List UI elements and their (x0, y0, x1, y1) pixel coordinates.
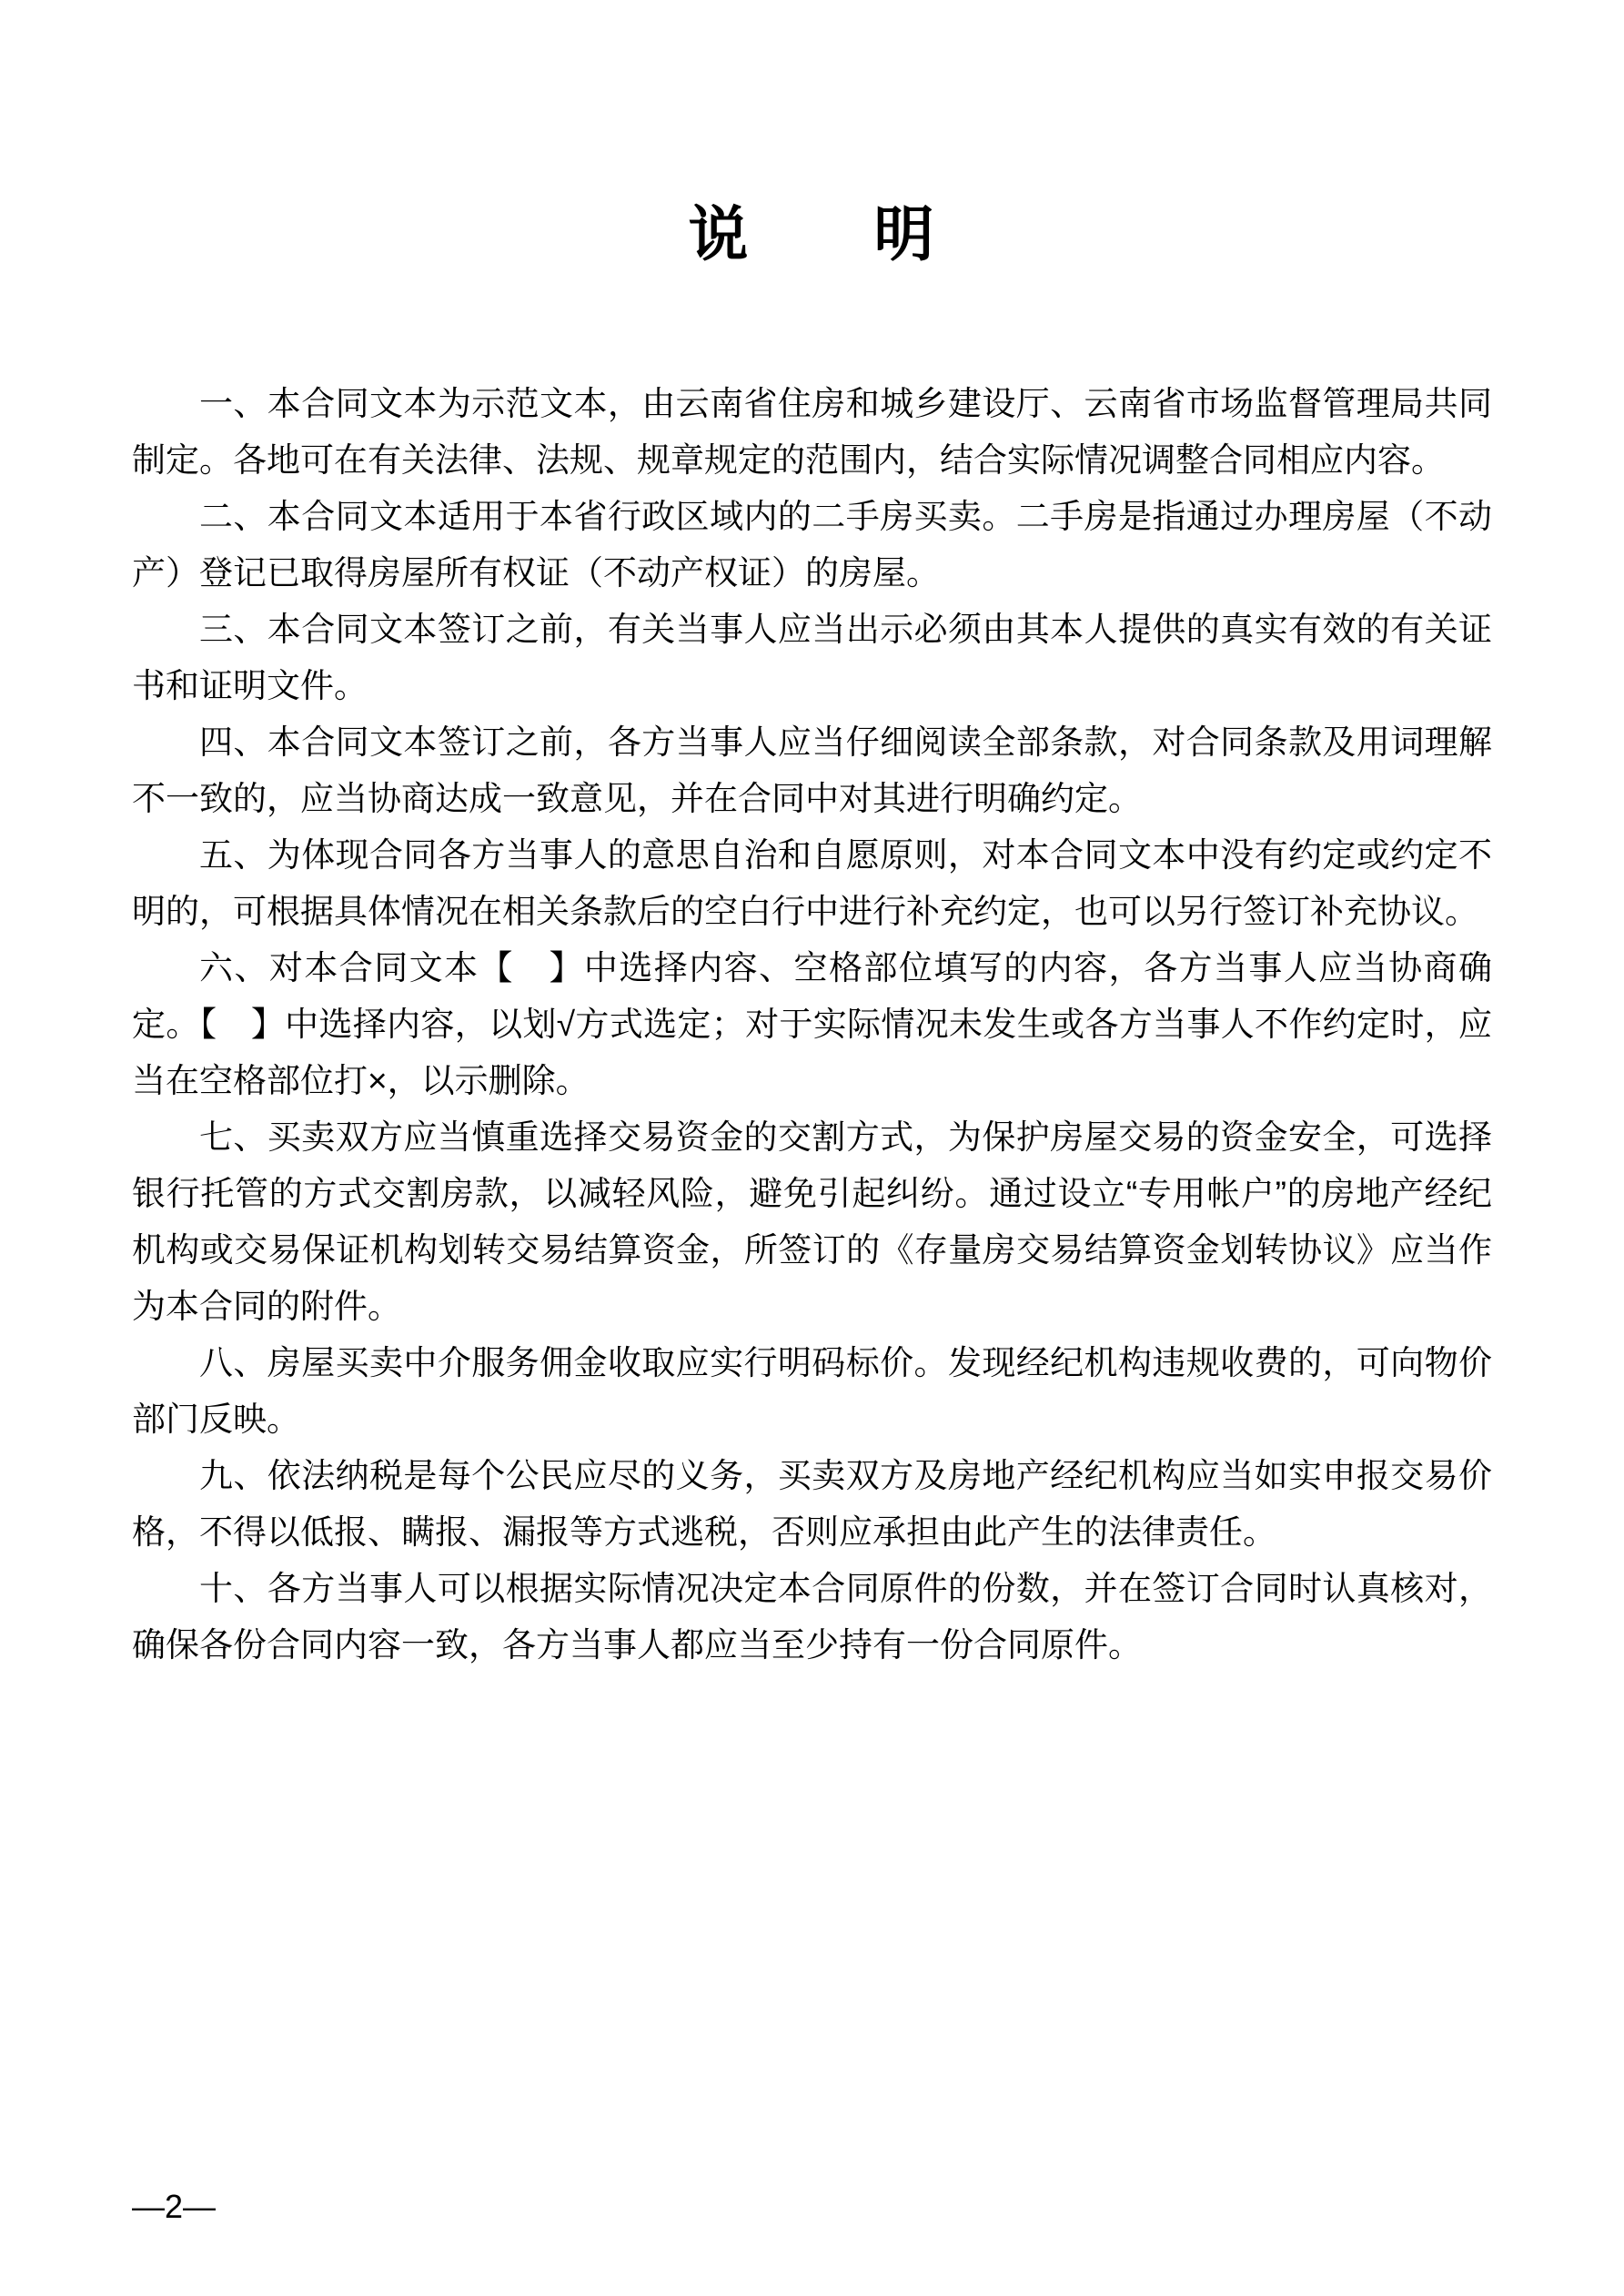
document-body (132, 376, 1492, 1674)
paragraph-3: 三、本合同文本签订之前，有关当事人应当出示必须由其本人提供的真实有效的有关证书和证明文件。 (132, 611, 1492, 705)
paragraph-6: 六、对本合同文本【 】中选择内容、空格部位填写的内容，各方当事人应当协商确定。【 】中选择内容，以划√方式选定；对于实际情况未发生或各方当事人不作约定时，应当在空格部位打×，以示删除。 (132, 949, 1492, 1100)
paragraph-5: 五、为体现合同各方当事人的意思自治和自愿原则，对本合同文本中没有约定或约定不明的，可根据具体情况在相关条款后的空白行中进行补充约定，也可以另行签订补充协议。 (132, 836, 1492, 931)
paragraph-2: 二、本合同文本适用于本省行政区域内的二手房买卖。二手房是指通过办理房屋（不动产）登记已取得房屋所有权证（不动产权证）的房屋。 (132, 498, 1492, 592)
page-content (132, 0, 1492, 1674)
paragraph-9: 九、依法纳税是每个公民应尽的义务，买卖双方及房地产经纪机构应当如实申报交易价格，不得以低报、瞒报、漏报等方式逃税，否则应承担由此产生的法律责任。 (132, 1457, 1492, 1552)
page-title: 说 明 (688, 200, 936, 268)
paragraph-4: 四、本合同文本签订之前，各方当事人应当仔细阅读全部条款，对合同条款及用词理解不一致的，应当协商达成一致意见，并在合同中对其进行明确约定。 (132, 723, 1492, 818)
page-number: —2— (132, 2188, 217, 2225)
paragraph-1: 一、本合同文本为示范文本，由云南省住房和城乡建设厅、云南省市场监督管理局共同制定。各地可在有关法律、法规、规章规定的范围内，结合实际情况调整合同相应内容。 (132, 385, 1492, 480)
paragraph-10: 十、各方当事人可以根据实际情况决定本合同原件的份数，并在签订合同时认真核对，确保各份合同内容一致，各方当事人都应当至少持有一份合同原件。 (132, 1570, 1492, 1664)
paragraph-8: 八、房屋买卖中介服务佣金收取应实行明码标价。发现经纪机构违规收费的，可向物价部门反映。 (132, 1344, 1492, 1439)
paragraph-7: 七、买卖双方应当慎重选择交易资金的交割方式，为保护房屋交易的资金安全，可选择银行托管的方式交割房款，以减轻风险，避免引起纠纷。通过设立“专用帐户”的房地产经纪机构或交易保证机构划转交易结算资金，所签订的《存量房交易结算资金划转协议》应当作为本合同的附件。 (132, 1118, 1492, 1326)
